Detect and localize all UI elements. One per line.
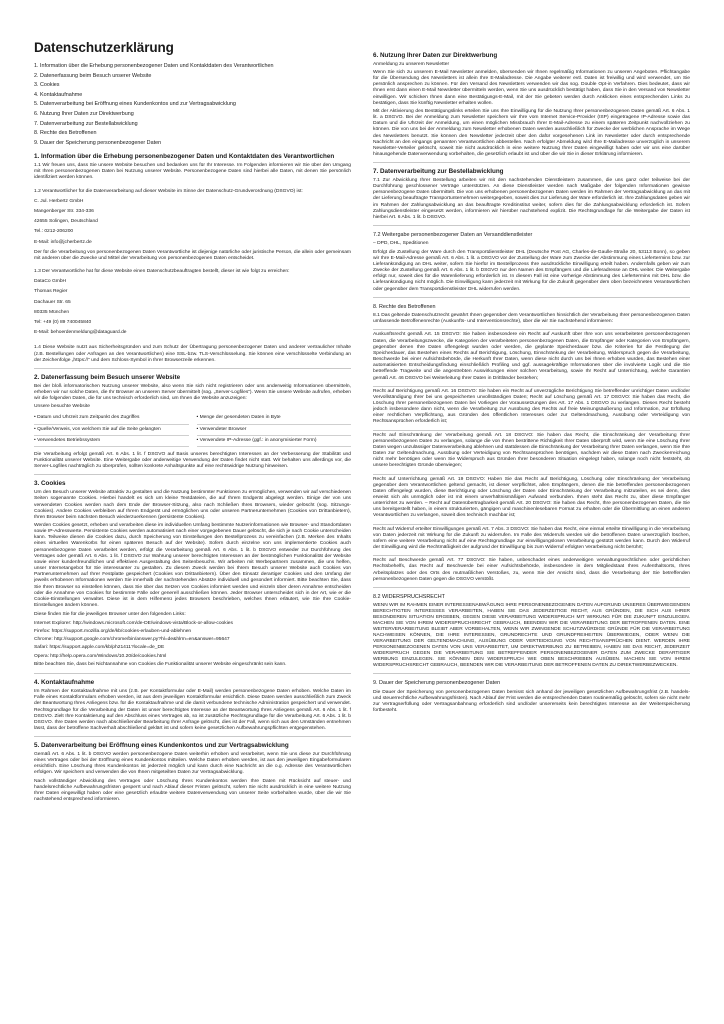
browser-links: [34, 611, 351, 669]
address-line: Mangenberger Str. 334-336: [34, 208, 94, 214]
right-item: Recht auf Einschränkung der Verarbeitung gemäß Art. 18 DSGVO: Sie haben das Recht, die Einschränkung der Verarbeitung Ihrer personenbezogenen Daten zu verlangen, solange die von Ihnen bestrittene Richtigkeit Ihrer Daten überprüft wird, wenn Sie eine Löschung Ihrer Daten wegen unzulässiger Datenverarbeitung ablehnen und stattdessen die Einschränkung der Verarbeitung Ihrer Daten verlangen, wenn Sie Ihre Daten zur Geltendmachung, Ausübung oder Verteidigung von Rechtsansprüchen benötigen, nachdem wir diese Daten nach Zweckerreichung nicht mehr benötigen oder wenn Sie Widerspruch aus Gründen Ihrer besonderen Situation eingelegt haben, solange noch nicht feststeht, ob unsere berechtigten Gründe überwiegen;: [373, 432, 690, 469]
link-safari[interactable]: Safari: https://support.apple.com/kb/ph21411?locale=de_DE: [34, 645, 165, 651]
divider: [373, 329, 690, 330]
divider: [34, 368, 351, 369]
table-of-contents: [34, 62, 351, 148]
paragraph: Der für die Verarbeitung von personenbezogenen Daten Verantwortliche ist diejenige natürliche oder juristische Person, die allein oder gemeinsam mit anderen über die Zwecke und Mittel der Verarbeitung von personenbezogenen Daten entscheidet.: [34, 249, 351, 261]
email-link[interactable]: E-Mail: behoerdenmeldung@dataguard.de: [34, 330, 127, 336]
subheading: 7.2 Weitergabe personenbezogener Daten an Versanddienstleister: [373, 232, 533, 239]
right-item: Recht auf Beschwerde gemäß Art. 77 DSGVO: Sie haben, unbeschadet eines anderweitigen verwaltungsrechtlichen oder gerichtlichen Rechtsbehelfs, das Recht auf Beschwerde bei einer Aufsichtsbehörde, insbesondere in dem Mitgliedstaat Ihres Aufenthaltsorts, Ihres Arbeitsplatzes oder des Orts des mutmaßlichen Verstoßes, zu, wenn Sie der Ansicht sind, dass die Verarbeitung der Sie betreffenden personenbezogenen Daten gegen die DSGVO verstößt.: [373, 558, 690, 582]
list-item: • Menge der gesendeten Daten in Byte: [197, 413, 352, 424]
paragraph: Die Dauer der Speicherung von personenbezogenen Daten bemisst sich anhand der jeweiligen gesetzlichen Aufbewahrungsfrist (z.B. handels- und steuerrechtliche Aufbewahrungsfristen). Nach Ablauf der Frist werden die entsprechenden Daten routinemäßig gelöscht, sofern sie nicht mehr zur Vertragserfüllung oder Vertragsanbahnung erforderlich sind und/oder unsererseits kein berechtigtes Interesse an der Weiterspeicherung fortbesteht.: [373, 689, 690, 714]
right-item: Auskunftsrecht gemäß Art. 15 DSGVO: Sie haben insbesondere ein Recht auf Auskunft über Ihre von uns verarbeiteten personenbezogenen Daten, die Verarbeitungszwecke, die Kategorien der verarbeiteten personenbezogenen Daten, die Empfänger oder Kategorien von Empfängern, gegenüber denen Ihre Daten offengelegt wurden oder werden, die geplante Speicherdauer bzw. die Kriterien für die Festlegung der Speicherdauer, das Bestehen eines Rechts auf Berichtigung, Löschung, Einschränkung der Verarbeitung, Widerspruch gegen die Verarbeitung, Beschwerde bei einer Aufsichtsbehörde, die Herkunft Ihrer Daten, wenn diese nicht durch uns bei Ihnen erhoben wurden, das Bestehen einer automatisierten Entscheidungsfindung einschließlich Profiling und ggf. aussagekräftige Informationen über die involvierte Logik und die Sie betreffende Tragweite und die angestrebten Auswirkungen einer solchen Verarbeitung, sowie Ihr Recht auf Unterrichtung, welche Garantien gemäß Art. 46 DSGVO bei Weiterleitung Ihrer Daten in Drittländer bestehen;: [373, 332, 690, 381]
paragraph: 1.3 Der Verantwortliche hat für diese Website einen Datenschutzbeauftragten bestellt, dieser ist wie folgt zu erreichen:: [34, 269, 290, 275]
address-line: 42655 Solingen, Deutschland: [34, 219, 98, 225]
address-line: 80335 München: [34, 309, 70, 315]
divider: [373, 587, 690, 588]
section-heading: 3. Cookies: [34, 480, 66, 488]
section-heading: 1. Information über die Erhebung personenbezogener Daten und Kontaktdaten des Verantwortlichen: [34, 153, 335, 161]
paragraph: Erfolgt die Zustellung der Ware durch den Transportdienstleister DHL (Deutsche Post AG, Charles-de-Gaulle-Straße 20, 53113 Bonn), so geben wir Ihre E-Mail-Adresse gemäß Art. 6 Abs. 1 lit. a DSGVO vor der Zustellung der Ware zum Zwecke der Abstimmung eines Liefertermins bzw. zur Lieferankündigung an DHL weiter, sofern Sie hierfür im Bestellprozess Ihre ausdrückliche Einwilligung erteilt haben. Andernfalls geben wir zum Zwecke der Zustellung gemäß Art. 6 Abs. 1 lit. b DSGVO nur den Namen des Empfängers und die Lieferadresse an DHL weiter. Die Weitergabe erfolgt nur, soweit dies für die Warenlieferung erforderlich ist. In diesem Fall ist eine vorherige Abstimmung des Liefertermins mit DHL bzw. die Lieferankündigung nicht möglich. Die Einwilligung kann jederzeit mit Wirkung für die Zukunft gegenüber dem oben bezeichneten Verantwortlichen oder gegenüber dem Transportdienstleister DHL widerrufen werden.: [373, 249, 690, 292]
paragraph: Unsere besuchte Website: [34, 404, 90, 410]
list-item: • Verwendetes Betriebssystem: [34, 436, 189, 447]
toc-item: 7. Datenverarbeitung zur Bestellabwicklung: [34, 120, 138, 127]
toc-item: 9. Dauer der Speicherung personenbezogener Daten: [34, 139, 162, 146]
logfile-data-list: [34, 413, 351, 447]
address-line: DataCo GmbH: [34, 279, 67, 285]
paragraph: – DPD, DHL, Speditionen: [373, 241, 429, 247]
paragraph: Wenn Sie sich zu unserem E-Mail Newsletter anmelden, übersenden wir Ihnen regelmäßig Informationen zu unseren Angeboten. Pflichtangabe für die Übersendung des Newsletters ist allein Ihre E-Mailadresse. Die Angabe weiterer evtl. Daten ist freiwillig und wird verwendet, um Sie persönlich ansprechen zu können. Für den Versand des Newsletters verwenden wir das sog. Double Opt-in Verfahren. Dies bedeutet, dass wir Ihnen erst dann einen E-Mail Newsletter übermitteln werden, wenn Sie uns ausdrücklich bestätigt haben, dass Sie in den Versand von Newsletter einwilligen. Wir schicken Ihnen dann eine Bestätigungs-E-Mail, mit der Sie gebeten werden durch Anklicken eines entsprechenden Links zu bestätigen, dass Sie künftig Newsletter erhalten wollen.: [373, 69, 690, 106]
list-item: • Datum und Uhrzeit zum Zeitpunkt des Zugriffes: [34, 413, 189, 424]
section-heading: 7. Datenverarbeitung zur Bestellabwicklung: [373, 168, 504, 176]
toc-item: 2. Datenerfassung beim Besuch unserer Website: [34, 72, 152, 79]
right-item: Recht auf Widerruf erteilter Einwilligungen gemäß Art. 7 Abs. 3 DSGVO: Sie haben das Recht, eine einmal erteilte Einwilligung in die Verarbeitung von Daten jederzeit mit Wirkung für die Zukunft zu widerrufen. Im Falle des Widerrufs werden wir die betroffenen Daten unverzüglich löschen, sofern eine weitere Verarbeitung nicht auf eine Rechtsgrundlage zur einwilligungslosen Verarbeitung gestützt werden kann. Durch den Widerruf der Einwilligung wird die Rechtmäßigkeit der aufgrund der Einwilligung bis zum Widerruf erfolgten Verarbeitung nicht berührt;: [373, 526, 690, 551]
right-item: Recht auf Unterrichtung gemäß Art. 19 DSGVO: Haben Sie das Recht auf Berichtigung, Löschung oder Einschränkung der Verarbeitung gegenüber dem Verantwortlichen geltend gemacht, ist dieser verpflichtet, allen Empfängern, denen die Sie betreffenden personenbezogenen Daten offengelegt wurden, diese Berichtigung oder Löschung der Daten oder Einschränkung der Verarbeitung mitzuteilen, es sei denn, dies erweist sich als unmöglich oder ist mit einem unverhältnismäßigen Aufwand verbunden. Ihnen steht das Recht zu, über diese Empfänger unterrichtet zu werden. – Recht auf Datenübertragbarkeit gemäß Art. 20 DSGVO: Sie haben das Recht, Ihre personenbezogenen Daten, die Sie uns bereitgestellt haben, in einem strukturierten, gängigen und maschinenlesebaren Format zu erhalten oder die Übermittlung an einen anderen Verantwortlichen zu verlangen, soweit dies technisch machbar ist;: [373, 476, 690, 519]
left-column: [34, 40, 351, 1014]
toc-item: 3. Cookies: [34, 82, 60, 89]
email-link[interactable]: E-Mail: info@jcherbertz.de: [34, 239, 92, 245]
paragraph: Bei der bloß informatorischen Nutzung unserer Website, also wenn Sie sich nicht registrieren oder uns anderweitig Informationen übermitteln, erheben wir nur solche Daten, die Ihr Browser an unseren Server übermittelt (sog. „Server-Logfiles“). Wenn Sie unsere Website aufrufen, erheben wir die folgenden Daten, die für uns technisch erforderlich sind, um Ihnen die Website anzuzeigen:: [34, 383, 351, 402]
list-item: • Verwendete IP-Adresse (ggf.: in anonymisierter Form): [197, 436, 352, 447]
divider: [373, 297, 690, 298]
divider: [373, 474, 690, 475]
link-chrome[interactable]: Chrome: http://support.google.com/chrome/bin/answer.py?hl=de&hlrm=en&answer=95647: [34, 637, 230, 643]
section-heading: 4. Kontaktaufnahme: [34, 679, 95, 687]
paragraph: Die Verarbeitung erfolgt gemäß Art. 6 Abs. 1 lit. f DSGVO auf Basis unseres berechtigten Interesses an der Verbesserung der Stabilität und Funktionalität unserer Website. Eine Weitergabe oder anderweitige Verwendung der Daten findet nicht statt. Wir behalten uns allerdings vor, die Server-Logfiles nachträglich zu überprüfen, sollten konkrete Anhaltspunkte auf eine rechtswidrige Nutzung hinweisen.: [34, 451, 351, 470]
address-line: Thomas Regier: [34, 289, 68, 295]
paragraph: Werden Cookies gesetzt, erheben und verarbeiten diese im individuellen Umfang bestimmte Nutzerinformationen wie Browser- und Standortdaten sowie IP-Adresswerte. Persistente Cookies werden automatisiert nach einer vorgegebenen Dauer gelöscht, die sich je nach Cookie unterscheiden kann. Teilweise dienen die Cookies dazu, durch Speicherung von Einstellungen den Bestellprozess zu vereinfachen (z.B. Merken des Inhalts eines virtuellen Warenkorbs für einen späteren Besuch auf der Website). Sofern durch einzelne von uns implementierte Cookies auch personenbezogene Daten verarbeitet werden, erfolgt die Verarbeitung gemäß Art. 6 Abs. 1 lit. b DSGVO entweder zur Durchführung des Vertrages oder gemäß Art. 6 Abs. 1 lit. f DSGVO zur Wahrung unserer berechtigten Interessen an der bestmöglichen Funktionalität der Website sowie einer kundenfreundlichen und effektiven Ausgestaltung des Seitenbesuchs. Wir arbeiten mit Werbepartnern zusammen, die uns helfen, unser Internetangebot für Sie interessanter zu gestalten. Zu diesem Zweck werden bei Ihrem Besuch unserer Website auch Cookies von Partnerunternehmen auf Ihrer Festplatte gespeichert (Cookies von Drittanbietern). Über den Einsatz derartiger Cookies und den Umfang der jeweils erhobenen Informationen werden Sie innerhalb der nachstehenden Absätze individuell und gesondert informiert. Bitte beachten Sie, dass Sie Ihren Browser so einstellen können, dass Sie über das Setzen von Cookies informiert werden und einzeln über deren Annahme entscheiden oder die Annahme von Cookies für bestimmte Fälle oder generell ausschließen können. Jeder Browser unterscheidet sich in der Art, wie er die Cookie-Einstellungen verwaltet. Diese ist in dem Hilfemenü jedes Browsers beschrieben, welches Ihnen erläutert, wie Sie Ihre Cookie-Einstellungen ändern können.: [34, 523, 351, 609]
paragraph: Um den Besuch unserer Website attraktiv zu gestalten und die Nutzung bestimmter Funktionen zu ermöglichen, verwenden wir auf verschiedenen Seiten sogenannte Cookies. Hierbei handelt es sich um kleine Textdateien, die auf Ihrem Endgerät abgelegt werden. Einige der von uns verwendeten Cookies werden nach dem Ende der Browser-Sitzung, also nach Schließen Ihres Browsers, wieder gelöscht (sog. Sitzungs-Cookies). Andere Cookies verbleiben auf Ihrem Endgerät und ermöglichen uns oder unseren Partnerunternehmen (Cookies von Drittanbietern), Ihren Browser beim nächsten Besuch wiederzuerkennen (persistente Cookies).: [34, 490, 351, 520]
dpo-address: [34, 277, 351, 338]
section-heading: 5. Datenverarbeitung bei Eröffnung eines Kundenkontos und zur Vertragsabwicklung: [34, 742, 289, 750]
right-column: [373, 40, 690, 1014]
address-line: Tel: +49 (0) 89 740045840: [34, 320, 92, 326]
section-heading: 8. Rechte des Betroffenen: [373, 303, 436, 310]
paragraph: Mit der Aktivierung des Bestätigungslinks erteilen Sie uns Ihre Einwilligung für die Nutzung Ihrer personenbezogenen Daten gemäß Art. 6 Abs. 1 lit. a DSGVO. Bei der Anmeldung zum Newsletter speichern wir Ihre vom Internet Service-Provider (ISP) eingetragene IP-Adresse sowie das Datum und die Uhrzeit der Anmeldung, um einen möglichen Missbrauch Ihrer E-Mail-Adresse zu einem späteren Zeitpunkt nachvollziehen zu können. Die von uns bei der Anmeldung zum Newsletter erhobenen Daten werden ausschließlich für Zwecke der werblichen Ansprache im Wege des Newsletters benutzt. Sie können den Newsletter jederzeit über den dafür vorgesehenen Link im Newsletter oder durch entsprechende Nachricht an den eingangs genannten Verantwortlichen abbestellen. Nach erfolgter Abmeldung wird Ihre E-Mailadresse unverzüglich in unserem Newsletter-Verteiler gelöscht, soweit Sie nicht ausdrücklich in eine weitere Nutzung Ihrer Daten eingewilligt haben oder wir uns eine darüber hinausgehende Datenverwendung vorbehalten, die gesetzlich erlaubt ist und über die wir Sie in dieser Erklärung informieren.: [373, 108, 690, 157]
divider: [34, 736, 351, 737]
divider: [373, 225, 690, 226]
paragraph: 1.4 Diese Website nutzt aus Sicherheitsgründen und zum Schutz der Übertragung personenbezogener Daten und anderer vertraulicher Inhalte (z.B. Bestellungen oder Anfragen an den Verantwortlichen) eine SSL-bzw. TLS-Verschlüsselung. Sie können eine verschlüsselte Verbindung an der Zeichenfolge „https://“ und dem Schloss-Symbol in Ihrer Browserzeile erkennen.: [34, 345, 351, 363]
toc-item: 1. Information über die Erhebung personenbezogener Daten und Kontaktdaten des Verantwortlichen: [34, 63, 274, 69]
paragraph: Im Rahmen der Kontaktaufnahme mit uns (z.B. per Kontaktformular oder E-Mail) werden personenbezogene Daten erhoben. Welche Daten im Falle eines Kontaktformulars erhoben werden, ist aus dem jeweiligen Kontaktformular ersichtlich. Diese Daten werden ausschließlich zum Zweck der Beantwortung Ihres Anliegens bzw. für die Kontaktaufnahme und die damit verbundene technische Administration gespeichert und verwendet. Rechtsgrundlage für die Verarbeitung der Daten ist unser berechtigtes Interesse an der Beantwortung Ihres Anliegens gemäß Art. 6 Abs. 1 lit. f DSGVO. Zielt Ihre Kontaktierung auf den Abschluss eines Vertrages ab, so ist zusätzliche Rechtsgrundlage für die Verarbeitung Art. 6 Abs. 1 lit. b DSGVO. Ihre Daten werden nach abschließender Bearbeitung Ihrer Anfrage gelöscht, dies ist der Fall, wenn sich aus den Umständen entnehmen lässt, dass der betroffene Sachverhalt abschließend geklärt ist und sofern keine gesetzlichen Aufbewahrungspflichten entgegenstehen.: [34, 689, 351, 732]
paragraph: 7.1 Zur Abwicklung Ihrer Bestellung arbeiten wir mit den nachstehenden Dienstleistern zusammen, die uns ganz oder teilweise bei der Durchführung geschlossener Verträge unterstützen. An diese Dienstleister werden nach Maßgabe der folgenden Informationen gewisse personenbezogene Daten übermittelt. Die von uns erhobenen personenbezogenen Daten werden im Rahmen der Vertragsabwicklung an das mit der Lieferung beauftragte Transportunternehmen weitergegeben, soweit dies zur Lieferung der Ware erforderlich ist. Ihre Zahlungsdaten geben wir im Rahmen der Zahlungsabwicklung an das beauftragte Kreditinstitut weiter, sofern dies für die Zahlungsabwicklung erforderlich ist. Sofern Zahlungsdienstleister eingesetzt werden, informieren wir hierüber nachstehend explizit. Die Rechtsgrundlage für die Weitergabe der Daten ist hierbei Art. 6 Abs. 1 lit. b DSGVO.: [373, 177, 690, 220]
section-heading: 6. Nutzung Ihrer Daten zur Direktwerbung: [373, 52, 498, 59]
divider: [34, 673, 351, 674]
paragraph: 8.1 Das geltende Datenschutzrecht gewährt Ihnen gegenüber dem Verantwortlichen hinsichtlich der Verarbeitung Ihrer personenbezogenen Daten umfassende Betroffenenrechte (Auskunfts- und Interventionsrechte), über die wir Sie nachstehend informieren:: [373, 313, 690, 325]
list-item: • Verwendeter Browser: [197, 425, 352, 436]
toc-item: 6. Nutzung Ihrer Daten zur Direktwerbung: [34, 110, 134, 117]
section-heading: 2. Datenerfassung beim Besuch unserer Website: [34, 373, 181, 381]
link-opera[interactable]: Opera: http://help.opera.com/Windows/10.20/de/cookies.html: [34, 653, 167, 659]
list-item: Diese finden Sie für die jeweiligen Browser unter den folgenden Links:: [34, 612, 186, 618]
list-item: • Quelle/Verweis, von welchem Sie auf die Seite gelangten: [34, 425, 189, 436]
link-internet-explorer[interactable]: Internet Explorer: http://windows.microsoft.com/de-DE/windows-vista/Block-or-allow-cookies: [34, 620, 233, 626]
divider: [34, 474, 351, 475]
paragraph: Gemäß Art. 6 Abs. 1 lit. b DSGVO werden personenbezogene Daten weiterhin erhoben und verarbeitet, wenn Sie uns diese zur Durchführung eines Vertrages oder bei der Eröffnung eines Kundenkontos mitteilen. Welche Daten erhoben werden, ist aus den jeweiligen Eingabeformularen ersichtlich. Eine Löschung Ihres Kundenkontos ist jederzeit möglich und kann durch eine Nachricht an die o.g. Adresse des Verantwortlichen erfolgen. Wir speichern und verwenden die von Ihnen mitgeteilten Daten zur Vertragsabwicklung.: [34, 751, 351, 776]
paragraph: Nach vollständiger Abwicklung des Vertrages oder Löschung Ihres Kundenkontos werden Ihre Daten mit Rücksicht auf steuer- und handelsrechtliche Aufbewahrungsfristen gesperrt und nach Ablauf dieser Fristen gelöscht, sofern Sie nicht ausdrücklich in eine weitere Nutzung Ihrer Daten eingewilligt haben oder eine gesetzlich erlaubte weitere Datenverwendung von unserer Seite vorbehalten wurde, über die wir Sie nachstehend entsprechend informieren.: [34, 778, 351, 803]
divider: [373, 386, 690, 387]
page-title: Datenschutzerklärung: [34, 40, 174, 55]
subheading: Anmeldung zu unserem Newsletter: [373, 61, 450, 67]
address-line: C. Jul. Herbertz GmbH: [34, 198, 84, 204]
controller-address: [34, 197, 351, 248]
toc-item: 4. Kontaktaufnahme: [34, 91, 83, 98]
list-item: Bitte beachten Sie, dass bei Nichtannahme von Cookies die Funktionalität unserer Website eingeschränkt sein kann.: [34, 661, 287, 667]
divider: [373, 524, 690, 525]
toc-item: 8. Rechte des Betroffenen: [34, 130, 97, 137]
divider: [373, 430, 690, 431]
address-line: Tel.: 0212-206200: [34, 229, 74, 235]
divider: [373, 673, 690, 674]
objection-paragraph: WENN WIR IM RAHMEN EINER INTERESSENABWÄGUNG IHRE PERSONENBEZOGENEN DATEN AUFGRUND UNSERES ÜBERWIEGENDEN BERECHTIGTEN INTERESSES VERARBEITEN, HABEN SIE DAS JEDERZEITIGE RECHT, AUS GRÜNDEN, DIE SICH AUS IHRER BESONDEREN SITUATION ERGEBEN, GEGEN DIESE VERARBEITUNG WIDERSPRUCH MIT WIRKUNG FÜR DIE ZUKUNFT EINZULEGEN. MACHEN SIE VON IHREM WIDERSPRUCHSRECHT GEBRAUCH, BEENDEN WIR DIE VERARBEITUNG DER BETROFFENEN DATEN. EINE WEITERVERARBEITUNG BLEIBT ABER VORBEHALTEN, WENN WIR ZWINGENDE SCHUTZWÜRDIGE GRÜNDE FÜR DIE VERARBEITUNG NACHWEISEN KÖNNEN, DIE IHRE INTERESSEN, GRUNDRECHTE UND GRUNDFREIHEITEN ÜBERWIEGEN, ODER WENN DIE VERARBEITUNG DER GELTENDMACHUNG, AUSÜBUNG ODER VERTEIDIGUNG VON RECHTSANSPRÜCHEN DIENT. WERDEN IHRE PERSONENBEZOGENEN DATEN VON UNS VERARBEITET, UM DIREKTWERBUNG ZU BETREIBEN, HABEN SIE DAS RECHT, JEDERZEIT WIDERSPRUCH GEGEN DIE VERARBEITUNG SIE BETREFFENDER PERSONENBEZOGENER DATEN ZUM ZWECKE DERARTIGER WERBUNG EINZULEGEN. SIE KÖNNEN DEN WIDERSPRUCH WIE OBEN BESCHRIEBEN AUSÜBEN. MACHEN SIE VON IHREM WIDERSPRUCHSRECHT GEBRAUCH, BEENDEN WIR DIE VERARBEITUNG DER BETROFFENEN DATEN ZU DIREKTWERBEZWECKEN.: [373, 603, 690, 669]
right-item: Recht auf Berichtigung gemäß Art. 16 DSGVO: Sie haben ein Recht auf unverzügliche Berichtigung Sie betreffender unrichtiger Daten und/oder Vervollständigung Ihrer bei uns gespeicherten unvollständigen Daten; Recht auf Löschung gemäß Art. 17 DSGVO: Sie haben das Recht, die Löschung Ihrer personenbezogenen Daten bei Vorliegen der Voraussetzungen des Art. 17 Abs. 1 DSGVO zu verlangen. Dieses Recht besteht jedoch insbesondere dann nicht, wenn die Verarbeitung zur Ausübung des Rechts auf freie Meinungsäußerung und Information, zur Erfüllung einer rechtlichen Verpflichtung, aus Gründen des öffentlichen Interesses oder zur Geltendmachung, Ausübung oder Verteidigung von Rechtsansprüchen erforderlich ist;: [373, 388, 690, 425]
subheading: 8.2 WIDERSPRUCHSRECHT: [373, 593, 445, 600]
paragraph: 1.2 Verantwortlicher für die Datenverarbeitung auf dieser Website im Sinne der Datenschutz-Grundverordnung (DSGVO) ist:: [34, 188, 303, 194]
section-heading: 9. Dauer der Speicherung personenbezogener Daten: [373, 680, 501, 687]
divider: [373, 555, 690, 556]
link-firefox[interactable]: Firefox: https://support.mozilla.org/de/kb/cookies-erlauben-und-ablehnen: [34, 628, 192, 634]
address-line: Dachauer Str. 65: [34, 299, 71, 305]
toc-item: 5. Datenverarbeitung bei Eröffnung eines Kundenkontos und zur Vertragsabwicklung: [34, 101, 236, 108]
paragraph: 1.1 Wir freuen uns, dass Sie unsere Website besuchen und bedanken uns für Ihr Interesse. Im Folgenden informieren wir Sie über den Umgang mit Ihren personenbezogenen Daten bei Nutzung unserer Website. Personenbezogene Daten sind hierbei alle Daten, mit denen Sie persönlich identifiziert werden können.: [34, 163, 351, 181]
divider: [373, 162, 690, 163]
